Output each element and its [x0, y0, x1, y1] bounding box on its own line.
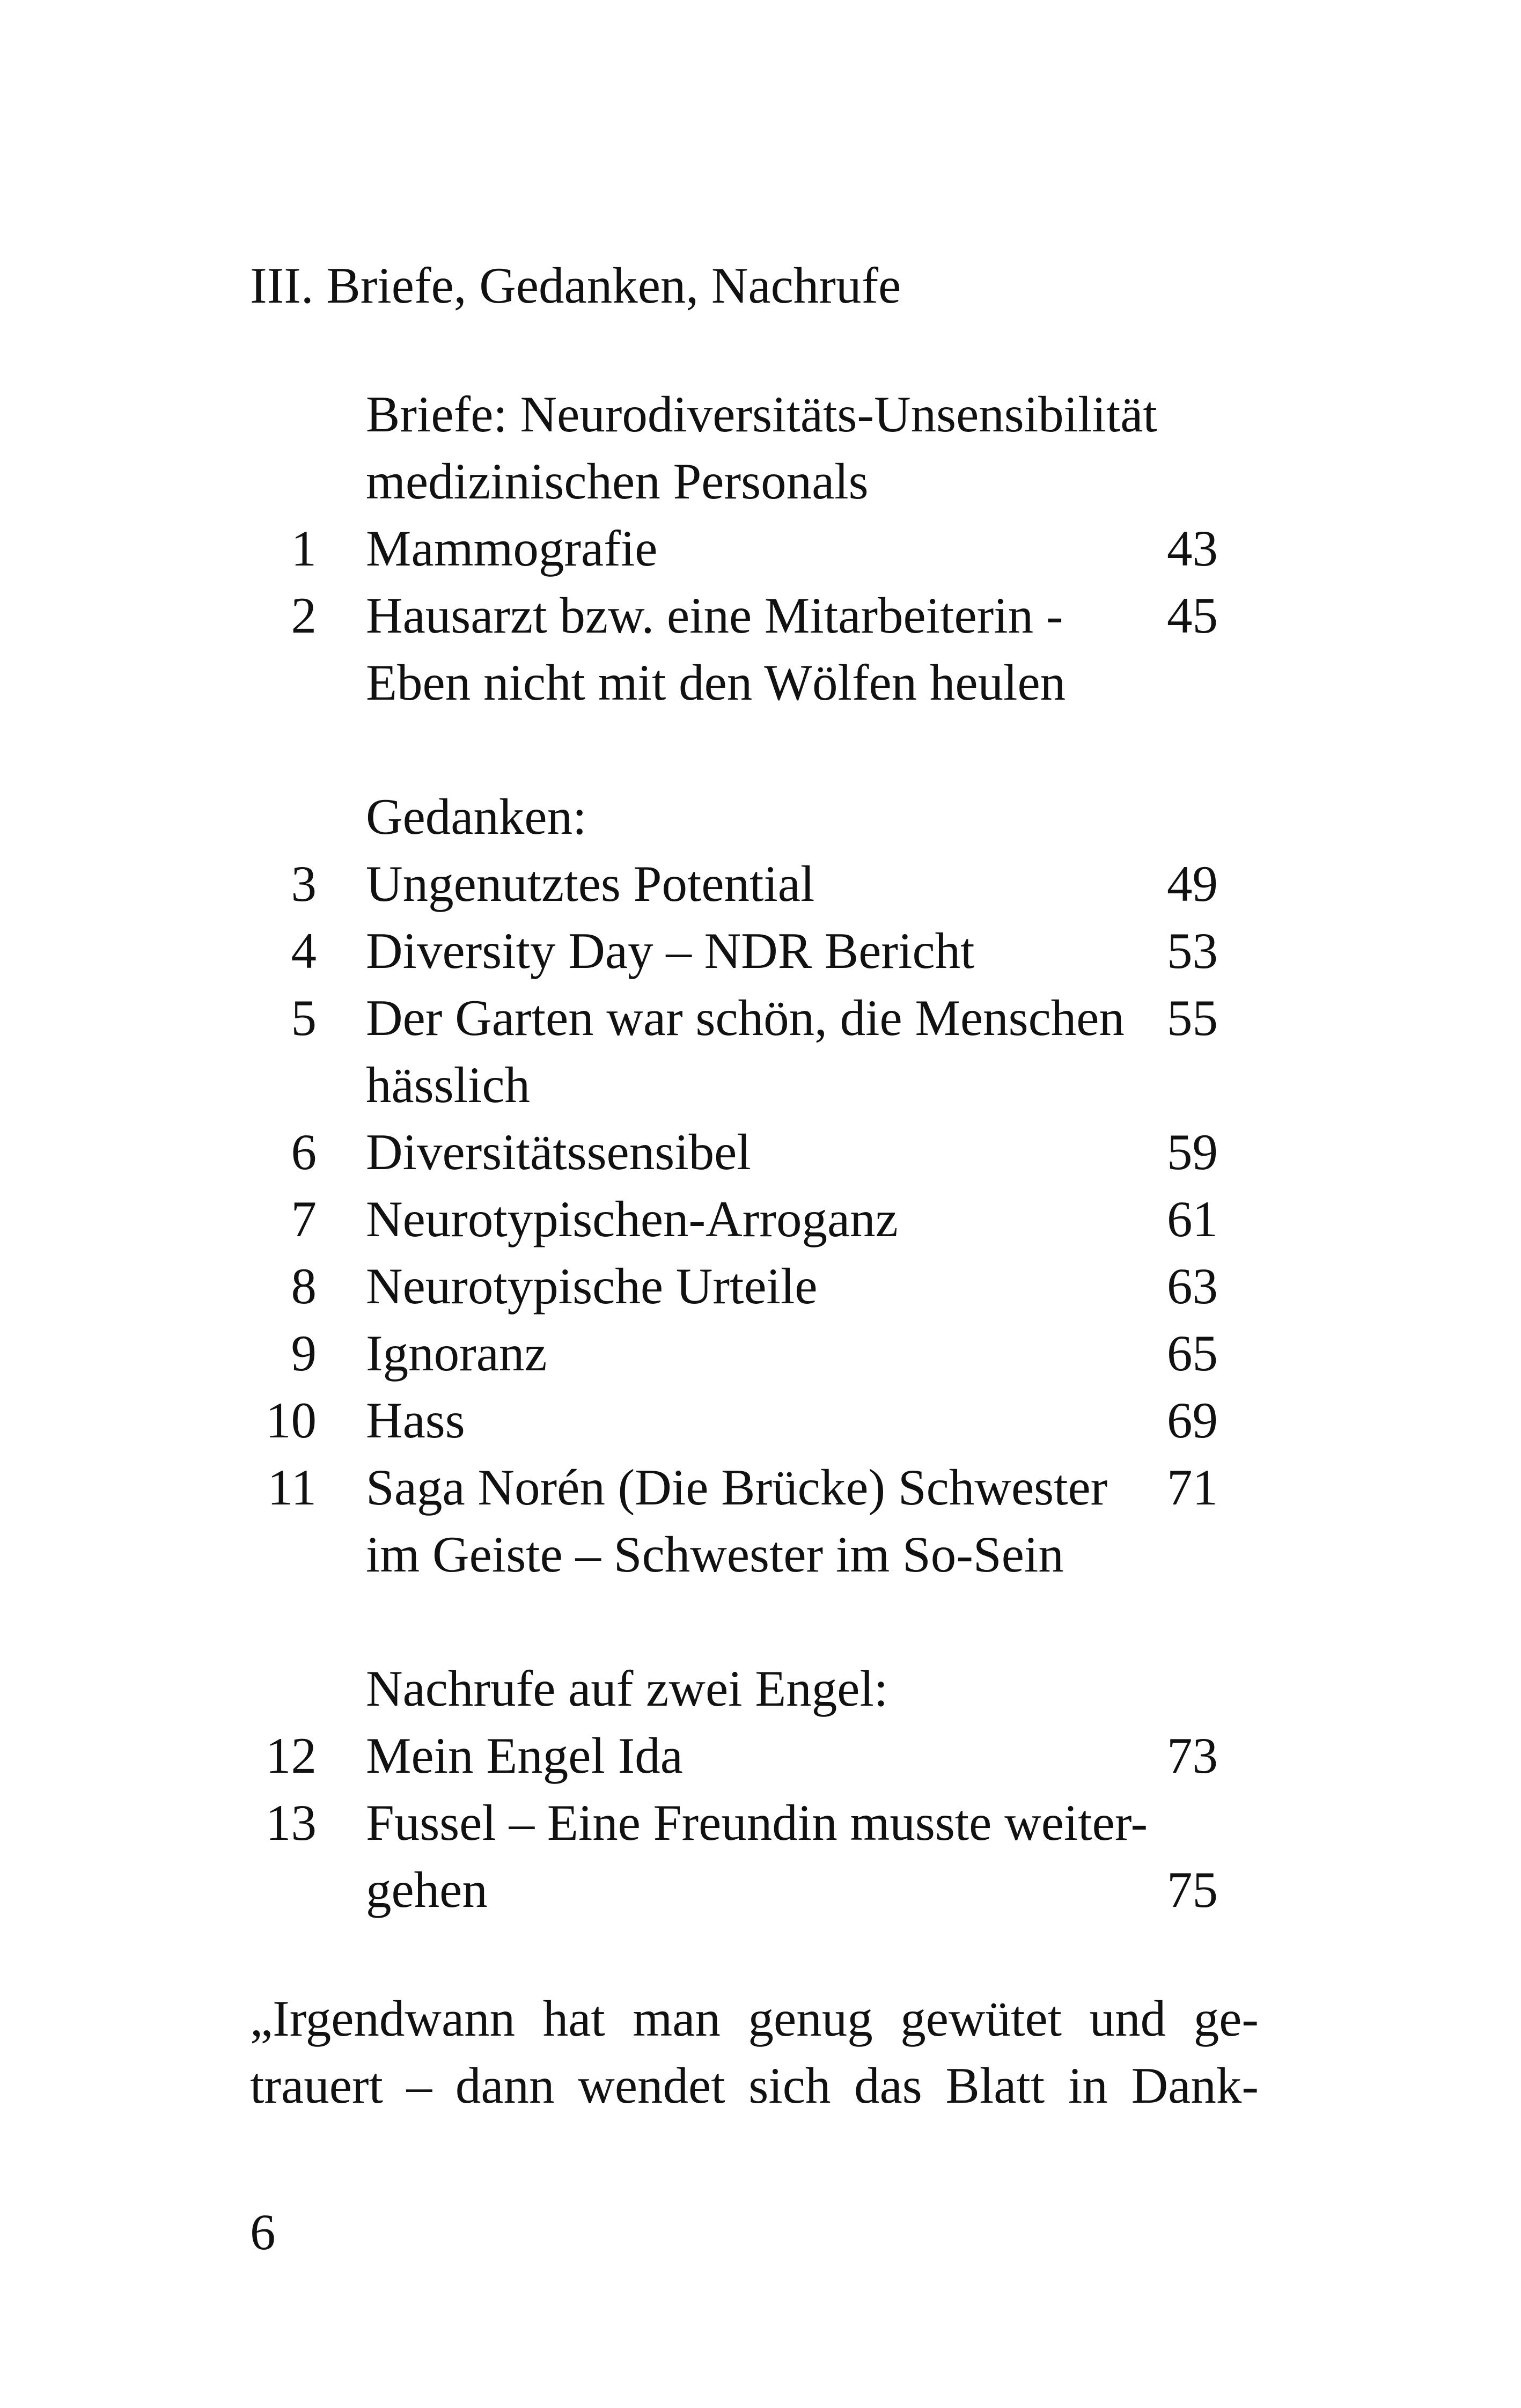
gedanken-heading [0, 783, 1521, 850]
briefe-heading-line1: Briefe: Neurodiversitäts-Unsensibilität [366, 386, 1157, 443]
toc-entry [0, 1454, 1521, 1521]
toc-entry-page: 43 [1167, 520, 1218, 577]
toc-entry-number: 2 [291, 587, 317, 644]
toc-entry [0, 850, 1521, 917]
toc-entry-number: 10 [266, 1392, 317, 1449]
toc-entry-title: Mammografie [366, 520, 658, 577]
toc-entry-title: Neurotypische Urteile [366, 1258, 818, 1315]
toc-entry [0, 1253, 1521, 1320]
toc-entry-title: Fussel – Eine Freundin musste weiter- [366, 1794, 1148, 1851]
toc-entry-page: 55 [1167, 989, 1218, 1046]
toc-entry-number: 5 [291, 989, 317, 1046]
toc-entry [0, 582, 1521, 649]
toc-entry-number: 1 [291, 520, 317, 577]
toc-entry-title-cont: im Geiste – Schwester im So-Sein [366, 1526, 1064, 1583]
toc-entry-page: 71 [1167, 1459, 1218, 1516]
toc-entry-page: 61 [1167, 1191, 1218, 1247]
toc-entry-title: Mein Engel Ida [366, 1727, 683, 1784]
toc-entry [0, 1119, 1521, 1186]
toc-entry-title: Ungenutztes Potential [366, 855, 815, 912]
toc-entry-number: 7 [291, 1191, 317, 1247]
quote-paragraph [250, 1985, 1259, 2119]
toc-entry-number: 4 [291, 922, 317, 979]
toc-entry-title: Der Garten war schön, die Menschen [366, 989, 1125, 1046]
gedanken-heading-text: Gedanken: [366, 788, 587, 845]
toc-entry-title: Hass [366, 1392, 465, 1449]
toc-entry-number: 3 [291, 855, 317, 912]
toc-entry-page: 73 [1167, 1727, 1218, 1784]
toc-entry-page: 53 [1167, 922, 1218, 979]
toc-entry [0, 985, 1521, 1052]
briefe-heading-line2: medizinischen Personals [366, 453, 869, 510]
toc-entry-number: 6 [291, 1124, 317, 1180]
toc-entry-number: 12 [266, 1727, 317, 1784]
quote-line-1: „Irgendwann hat man genug gewütet und ge- [250, 1990, 1259, 2047]
toc-entry-page: 59 [1167, 1124, 1218, 1180]
toc-entry-page: 45 [1167, 587, 1218, 644]
toc-entry-title: Saga Norén (Die Brücke) Schwester [366, 1459, 1108, 1516]
toc-entry-page: 63 [1167, 1258, 1218, 1315]
toc-entry-continuation [0, 1521, 1521, 1588]
nachrufe-heading-text: Nachrufe auf zwei Engel: [366, 1660, 888, 1717]
toc-entry-number: 13 [266, 1794, 317, 1851]
toc-entry-title: Ignoranz [366, 1325, 547, 1382]
toc-entry-continuation [0, 1052, 1521, 1119]
toc-entry-title: Neurotypischen-Arroganz [366, 1191, 898, 1247]
toc-entry-title: Hausarzt bzw. eine Mitarbeiterin - [366, 587, 1063, 644]
toc-entry-title: Diversity Day – NDR Bericht [366, 922, 975, 979]
toc-entry-title: Diversitätssensibel [366, 1124, 751, 1180]
nachrufe-heading [0, 1655, 1521, 1722]
toc-entry-continuation [0, 649, 1521, 716]
section-title: III. Briefe, Gedanken, Nachrufe [250, 257, 901, 314]
toc-entry [0, 515, 1521, 582]
toc-entry-number: 8 [291, 1258, 317, 1315]
toc-entry-number: 9 [291, 1325, 317, 1382]
quote-line-2: trauert – dann wendet sich das Blatt in Dank- [250, 2057, 1259, 2114]
toc-entry-page: 49 [1167, 855, 1218, 912]
toc-entry [0, 1722, 1521, 1789]
toc-entry-page: 69 [1167, 1392, 1218, 1449]
briefe-heading [0, 381, 1521, 448]
toc-entry-page: 75 [1167, 1861, 1218, 1918]
toc-entry-title-cont: hässlich [366, 1056, 531, 1113]
toc-entry [0, 1186, 1521, 1253]
toc-entry [0, 1387, 1521, 1454]
toc-entry-title-cont: Eben nicht mit den Wölfen heulen [366, 654, 1066, 711]
toc-entry [0, 917, 1521, 985]
page-number: 6 [250, 2204, 276, 2260]
toc-entry-continuation [0, 1856, 1521, 1924]
toc-entry [0, 1320, 1521, 1387]
toc-entry-title-cont: gehen [366, 1861, 488, 1918]
toc-entry-page: 65 [1167, 1325, 1218, 1382]
toc-entry [0, 1789, 1521, 1856]
briefe-heading-cont [0, 448, 1521, 515]
toc-entry-number: 11 [267, 1459, 317, 1516]
